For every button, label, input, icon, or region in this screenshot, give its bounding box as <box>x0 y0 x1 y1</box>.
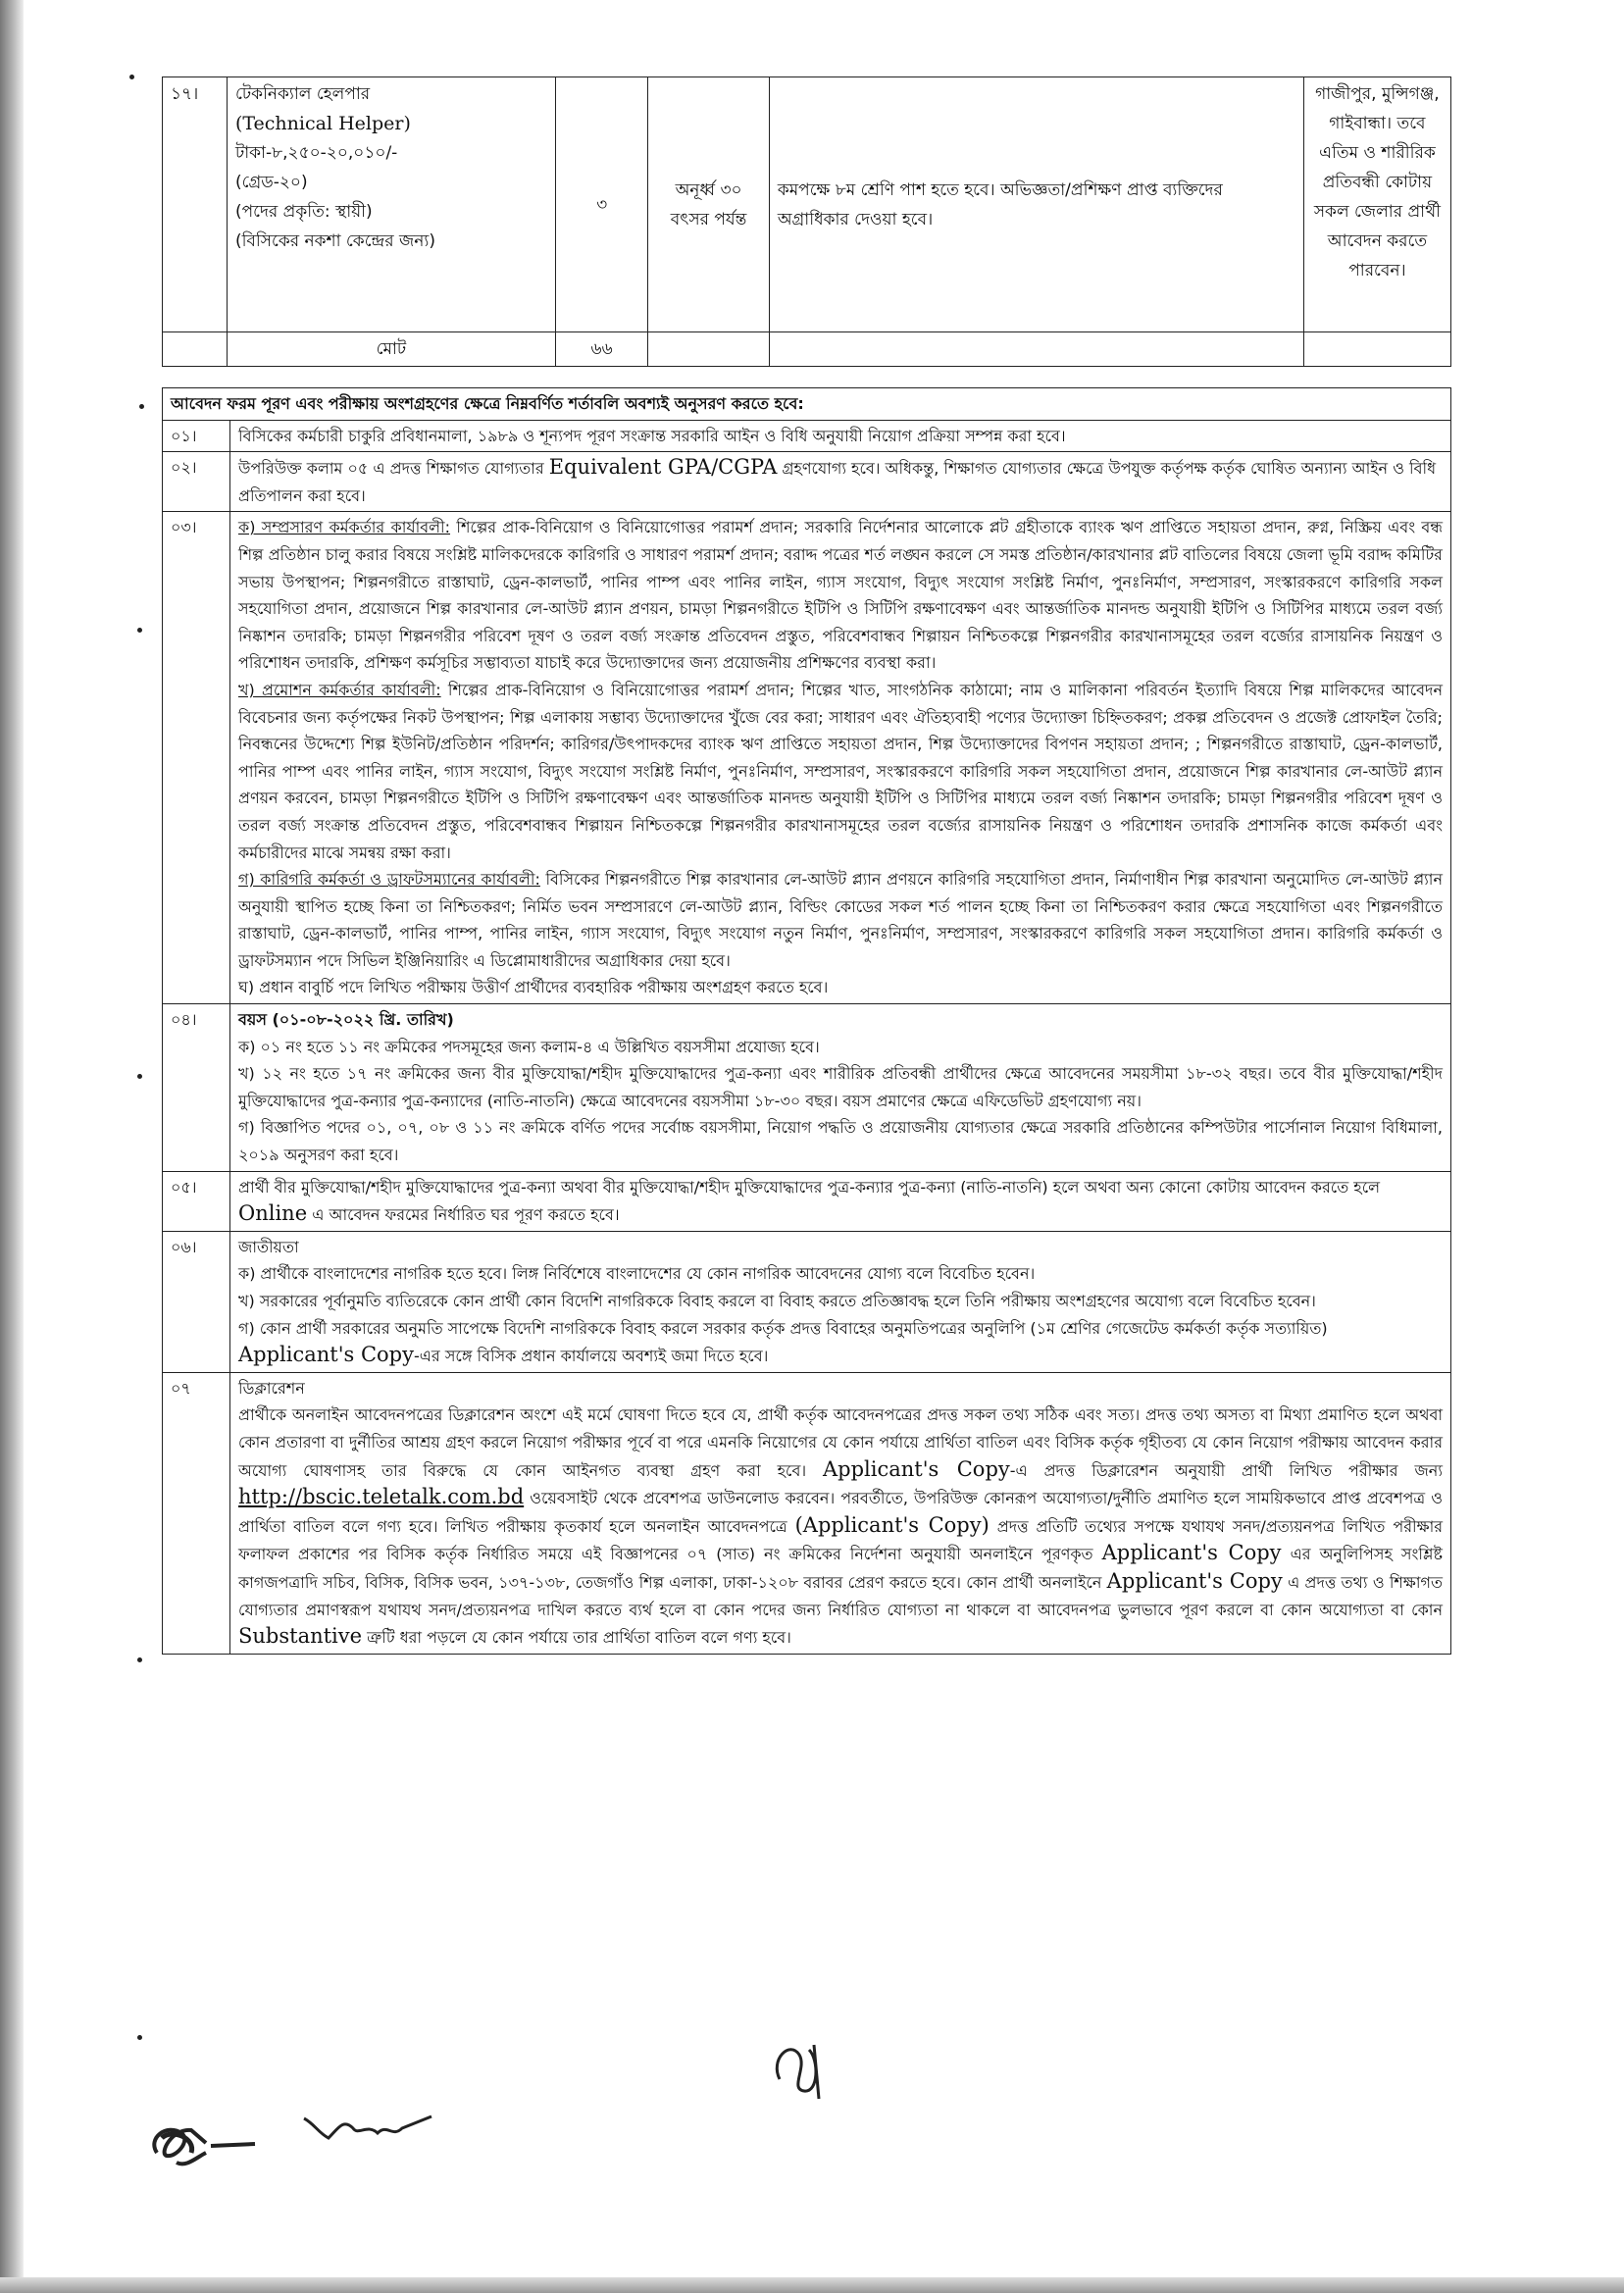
conditions-header: আবেদন ফরম পূরণ এবং পরীক্ষায় অংশগ্রহণের ক্ষেত্রে নিম্নবর্ণিত শর্তাবলি অবশ্যই অনুসরণ করতে হবে: <box>163 388 1451 421</box>
condition-text: বিসিকের কর্মচারী চাকুরি প্রবিধানমালা, ১৯৮৯ ও শূন্যপদ পূরণ সংক্রান্ত সরকারি আইন ও বিধি অনুযায়ী নিয়োগ প্রক্রিয়া সম্পন্ন করা হবে। <box>230 420 1451 452</box>
condition-text: জাতীয়তা ক) প্রার্থীকে বাংলাদেশের নাগরিক হতে হবে। লিঙ্গ নির্বিশেষে বাংলাদেশের যে কোন নাগরিক আবেদনের যোগ্য বলে বিবেচিত হবেন। খ) সরকারের পূর্বানুমতি ব্যতিরেকে কোন প্রার্থী কোন বিদেশি নাগরিককে বিবাহ করলে বা বিবাহ করতে প্রতিজ্ঞাবদ্ধ হলে তিনি পরীক্ষায় অংশগ্রহণের অযোগ্য বলে বিবেচিত হবেন। গ) কোন প্রার্থী সরকারের অনুমতি সাপেক্ষে বিদেশি নাগরিককে বিবাহ করলে সরকার কর্তৃক প্রদত্ত বিবাহের অনুমতিপত্রের অনুলিপি (১ম শ্রেণির গেজেটেড কর্মকর্তা কর্তৃক সত্যায়িত) Applicant's Copy-এর সঙ্গে বিসিক প্রধান কার্যালয়ে অবশ্যই জমা দিতে হবে। <box>230 1231 1451 1372</box>
punch-dot <box>137 1657 142 1662</box>
duties-heading: খ) প্রমোশন কর্মকর্তার কার্যাবলী: <box>238 680 441 699</box>
eligible-districts: গাজীপুর, মুন্সিগঞ্জ, গাইবান্ধা। তবে এতিম ও শারীরিক প্রতিবন্ধী কোটায় সকল জেলার প্রার্থী আবেদন করতে পারবেন। <box>1303 77 1450 332</box>
condition-01: ০১। বিসিকের কর্মচারী চাকুরি প্রবিধানমালা, ১৯৮৯ ও শূন্যপদ পূরণ সংক্রান্ত সরকারি আইন ও বিধি অনুযায়ী নিয়োগ প্রক্রিয়া সম্পন্ন করা হবে। <box>163 420 1451 452</box>
age-heading: বয়স (০১-০৮-২০২২ খ্রি. তারিখ) <box>238 1010 454 1030</box>
declaration-heading: ডিক্লারেশন <box>238 1378 305 1398</box>
conditions-table <box>162 387 1451 1655</box>
post-count: ৩ <box>555 77 648 332</box>
row-serial: ১৭। <box>163 77 228 332</box>
post-cell <box>227 77 555 332</box>
condition-text: ডিক্লারেশন প্রার্থীকে অনলাইন আবেদনপত্রের ডিক্লারেশন অংশে এই মর্মে ঘোষণা দিতে হবে যে, প্রার্থী কর্তৃক আবেদনপত্রের প্রদত্ত সকল তথ্য সঠিক এবং সত্য। প্রদত্ত তথ্য অসত্য বা মিথ্যা প্রমাণিত হলে অথবা কোন প্রতারণা বা দুর্নীতির আশ্রয় গ্রহণ করলে নিয়োগ পরীক্ষার পূর্বে বা পরে এমনকি নিয়োগের যে কোন পর্যায়ে প্রার্থিতা বাতিল এবং বিসিক কর্তৃক গৃহীতব্য যে কোন নিয়োগ পরীক্ষায় আবেদন করার অযোগ্য ঘোষণাসহ তার বিরুদ্ধে যে কোন আইনগত ব্যবস্থা গ্রহণ করা হবে। Applicant's Copy-এ প্রদত্ত ডিক্লারেশন অনুযায়ী প্রার্থী লিখিত পরীক্ষার জন্য http://bscic.teletalk.com.bd ওয়েবসাইট থেকে প্রবেশপত্র ডাউনলোড করবেন। পরবর্তীতে, উপরিউক্ত কোনরূপ অযোগ্যতা/দুর্নীতি প্রমাণিত হলে সাময়িকভাবে প্রাপ্ত প্রবেশপত্র ও প্রার্থিতা বাতিল বলে গণ্য হবে। লিখিত পরীক্ষায় কৃতকার্য হলে অনলাইন আবেদনপত্রে (Applicant's Copy) প্রদত্ত প্রতিটি তথ্যের সপক্ষে যথাযথ সনদ/প্রত্যয়নপত্র লিখিত পরীক্ষার ফলাফল প্রকাশের পর বিসিক কর্তৃক নির্ধারিত সময়ে এই বিজ্ঞাপনের ০৭ (সাত) নং ক্রমিকের নির্দেশনা অনুযায়ী অনলাইনে পূরণকৃত Applicant's Copy এর অনুলিপিসহ সংশ্লিষ্ট কাগজপত্রাদি সচিব, বিসিক, বিসিক ভবন, ১৩৭-১৩৮, তেজগাঁও শিল্প এলাকা, ঢাকা-১২০৮ বরাবর প্রেরণ করতে হবে। কোন প্রার্থী অনলাইনে Applicant's Copy এ প্রদত্ত তথ্য ও শিক্ষাগত যোগ্যতার প্রমাণস্বরূপ যথাযথ সনদ/প্রত্যয়নপত্র দাখিল করতে ব্যর্থ হলে বা কোন পদের জন্য নির্ধারিত যোগ্যতা না থাকলে বা আবেদনপত্র ভুলভাবে পূরণ করলে বা কোন অযোগ্যতা বা কোন Substantive ত্রুটি ধরা পড়লে যে কোন পর্যায়ে তার প্রার্থিতা বাতিল বলে গণ্য হবে। <box>230 1372 1451 1654</box>
table-row <box>163 77 1451 332</box>
condition-07: ০৭ ডিক্লারেশন প্রার্থীকে অনলাইন আবেদনপত্রের ডিক্লারেশন অংশে এই মর্মে ঘোষণা দিতে হবে যে, প্রার্থী কর্তৃক আবেদনপত্রের প্রদত্ত সকল তথ্য সঠিক এবং সত্য। প্রদত্ত তথ্য অসত্য বা মিথ্যা প্রমাণিত হলে অথবা কোন প্রতারণা বা দুর্নীতির আশ্রয় গ্রহণ করলে নিয়োগ পরীক্ষার পূর্বে বা পরে এমনকি নিয়োগের যে কোন পর্যায়ে প্রার্থিতা বাতিল এবং বিসিক কর্তৃক গৃহীতব্য যে কোন নিয়োগ পরীক্ষায় আবেদন করার অযোগ্য ঘোষণাসহ তার বিরুদ্ধে যে কোন আইনগত ব্যবস্থা গ্রহণ করা হবে। Applicant's Copy-এ প্রদত্ত ডিক্লারেশন অনুযায়ী প্রার্থী লিখিত পরীক্ষার জন্য http://bscic.teletalk.com.bd ওয়েবসাইট থেকে প্রবেশপত্র ডাউনলোড করবেন। পরবর্তীতে, উপরিউক্ত কোনরূপ অযোগ্যতা/দুর্নীতি প্রমাণিত হলে সাময়িকভাবে প্রাপ্ত প্রবেশপত্র ও প্রার্থিতা বাতিল বলে গণ্য হবে। লিখিত পরীক্ষায় কৃতকার্য হলে অনলাইন আবেদনপত্রে (Applicant's Copy) প্রদত্ত প্রতিটি তথ্যের সপক্ষে যথাযথ সনদ/প্রত্যয়নপত্র লিখিত পরীক্ষার ফলাফল প্রকাশের পর বিসিক কর্তৃক নির্ধারিত সময়ে এই বিজ্ঞাপনের ০৭ (সাত) নং ক্রমিকের নির্দেশনা অনুযায়ী অনলাইনে পূরণকৃত Applicant's Copy এর অনুলিপিসহ সংশ্লিষ্ট কাগজপত্রাদি সচিব, বিসিক, বিসিক ভবন, ১৩৭-১৩৮, তেজগাঁও শিল্প এলাকা, ঢাকা-১২০৮ বরাবর প্রেরণ করতে হবে। কোন প্রার্থী অনলাইনে Applicant's Copy এ প্রদত্ত তথ্য ও শিক্ষাগত যোগ্যতার প্রমাণস্বরূপ যথাযথ সনদ/প্রত্যয়নপত্র দাখিল করতে ব্যর্থ হলে বা কোন পদের জন্য নির্ধারিত যোগ্যতা না থাকলে বা আবেদনপত্র ভুলভাবে পূরণ করলে বা কোন অযোগ্যতা বা কোন Substantive ত্রুটি ধরা পড়লে যে কোন পর্যায়ে তার প্রার্থিতা বাতিল বলে গণ্য হবে। <box>163 1372 1451 1654</box>
pay-scale: টাকা-৮,২৫০-২০,০১০/- <box>234 143 398 163</box>
vacancy-table <box>162 76 1451 367</box>
condition-05: ০৫। প্রার্থী বীর মুক্তিযোদ্ধা/শহীদ মুক্তিযোদ্ধাদের পুত্র-কন্যা অথবা বীর মুক্তিযোদ্ধা/শহীদ মুক্তিযোদ্ধাদের পুত্র-কন্যার পুত্র-কন্যা (নাতি-নাতনি) হলে অথবা অন্য কোনো কোটায় আবেদন করতে হলে Online এ আবেদন ফরমের নির্ধারিত ঘর পূরণ করতে হবে। <box>163 1171 1451 1231</box>
signature-stamp <box>137 2109 314 2177</box>
duties-heading: ক) সম্প্রসারণ কর্মকর্তার কার্যাবলী: <box>238 518 451 537</box>
punch-dot <box>129 75 134 79</box>
condition-text: ক) সম্প্রসারণ কর্মকর্তার কার্যাবলী: শিল্পের প্রাক-বিনিয়োগ ও বিনিয়োগোত্তর পরামর্শ প্রদান; সরকারি নির্দেশনার আলোকে প্লট গ্রহীতাকে ব্যাংক ঋণ প্রাপ্তিতে সহায়তা প্রদান, রুগ্ন, নিস্ক্রিয় এবং বন্ধ শিল্প প্রতিষ্ঠান চালু করার বিষয়ে সংশ্লিষ্ট মালিকদেরকে কারিগরি ও সাধারণ পরামর্শ প্রদান; বরাদ্দ পত্রের শর্ত লঙ্ঘন করলে সে সমস্ত প্রতিষ্ঠান/কারখানার প্লট বাতিলের বিষয়ে জেলা ভূমি বরাদ্দ কমিটির সভায় উপস্থাপন; শিল্পনগরীতে রাস্তাঘাট, ড্রেন-কালভার্ট, পানির পাম্প এবং পানির লাইন, গ্যাস সংযোগ, বিদ্যুৎ সংযোগ সংশ্লিষ্ট নির্মাণ, পুনঃনির্মাণ, সম্প্রসারণ, সংস্কারকরণে কারিগরি সকল সহযোগিতা প্রদান, প্রয়োজনে শিল্প কারখানার লে-আউট প্ল্যান প্রণয়ন, চামড়া শিল্পনগরীতে ইটিপি ও সিটিপি রক্ষণাবেক্ষণ এবং আন্তর্জাতিক মানদন্ড অনুযায়ী ইটিপি ও সিটিপির মাধ্যমে তরল বর্জ্য নিষ্কাশন তদারকি; চামড়া শিল্পনগরীর পরিবেশ দূষণ ও তরল বর্জ্য সংক্রান্ত প্রতিবেদন প্রস্তুত, পরিবেশবান্ধব শিল্পায়ন নিশ্চিতকল্পে শিল্পনগরীর কারখানাসমূহের তরল বর্জ্যের রাসায়নিক নিয়ন্ত্রণ ও পরিশোধন তদারকি, প্রশিক্ষণ কর্মসূচির সম্ভাব্যতা যাচাই করে উদ্যোক্তাদের জন্য প্রয়োজনীয় প্রশিক্ষণের ব্যবস্থা করা। খ) প্রমোশন কর্মকর্তার কার্যাবলী: শিল্পের প্রাক-বিনিয়োগ ও বিনিয়োগোত্তর পরামর্শ প্রদান; শিল্পের খাত, সাংগঠনিক কাঠামো; নাম ও মালিকানা পরিবর্তন ইত্যাদি বিষয়ে শিল্প মালিকদের আবেদন বিবেচনার জন্য কর্তৃপক্ষের নিকট উপস্থাপন; শিল্প এলাকায় সম্ভাব্য উদ্যোক্তাদের খুঁজে বের করা; সাধারণ এবং ঐতিহ্যবাহী পণ্যের উদ্যোক্তা চিহ্নিতকরণ; প্রকল্প প্রতিবেদন ও প্রজেক্ট প্রোফাইল তৈরি; নিবন্ধনের উদ্দেশ্যে শিল্প ইউনিট/প্রতিষ্ঠান পরিদর্শন; কারিগর/উৎপাদকদের ব্যাংক ঋণ প্রাপ্তিতে সহায়তা প্রদান, শিল্প উদ্যোক্তাদের বিপণন সহায়তা প্রদান; ; শিল্পনগরীতে রাস্তাঘাট, ড্রেন-কালভার্ট, পানির পাম্প এবং পানির লাইন, গ্যাস সংযোগ, বিদ্যুৎ সংযোগ সংশ্লিষ্ট নির্মাণ, পুনঃনির্মাণ, সম্প্রসারণ, সংস্কারকরণে কারিগরি সকল সহযোগিতা প্রদান, প্রয়োজনে শিল্প কারখানার লে-আউট প্ল্যান প্রণয়ন করবেন, চামড়া শিল্পনগরীতে ইটিপি ও সিটিপি রক্ষণাবেক্ষণ এবং আন্তর্জাতিক মানদন্ড অনুযায়ী ইটিপি ও সিটিপির মাধ্যমে তরল বর্জ্য নিষ্কাশন তদারকি; চামড়া শিল্পনগরীর পরিবেশ দূষণ ও তরল বর্জ্য সংক্রান্ত প্রতিবেদন প্রস্তুত, পরিবেশবান্ধব শিল্পায়ন নিশ্চিতকল্পে শিল্পনগরীর কারখানাসমূহের তরল বর্জ্যের রাসায়নিক নিয়ন্ত্রণ ও পরিশোধন তদারকি প্রশাসনিক কাজে কর্মকর্তা এবং কর্মচারীদের মাঝে সমন্বয় রক্ষা করা। গ) কারিগরি কর্মকর্তা ও ড্রাফটসম্যানের কার্যাবলী: বিসিকের শিল্পনগরীতে শিল্প কারখানার লে-আউট প্ল্যান প্রণয়নে কারিগরি সহযোগিতা প্রদান, নির্মাণাধীন শিল্প কারখানা অনুমোদিত লে-আউট প্ল্যান অনুযায়ী স্থাপিত হচ্ছে কিনা তা নিশ্চিতকরণ; নির্মিত ভবন সম্প্রসারণে লে-আউট প্ল্যান, বিল্ডিং কোডের সকল শর্ত পালন হচ্ছে কিনা তা নিশ্চিতকরণ করার ক্ষেত্রে সহযোগিতা এবং শিল্পনগরীতে রাস্তাঘাট, ড্রেন-কালভার্ট, পানির পাম্প, পানির লাইন, গ্যাস সংযোগ, বিদ্যুৎ সংযোগ নতুন নির্মাণ, পুনঃনির্মাণ, সম্প্রসারণ, সংস্কারকরণে কারিগরি সকল সহযোগিতা প্রদান। কারিগরি কর্মকর্তা ও ড্রাফটসম্যান পদে সিভিল ইঞ্জিনিয়ারিং এ ডিপ্লোমাধারীদের অগ্রাধিকার দেয়া হবে। ঘ) প্রধান বাবুর্চি পদে লিখিত পরীক্ষায় উত্তীর্ণ প্রার্থীদের ব্যবহারিক পরীক্ষায় অংশগ্রহণ করতে হবে। <box>230 512 1451 1004</box>
post-nature: (পদের প্রকৃতি: স্থায়ী) <box>234 202 373 222</box>
punch-dot <box>137 2035 142 2040</box>
scan-shadow-left <box>0 0 24 2293</box>
website-link[interactable]: http://bscic.teletalk.com.bd <box>238 1485 525 1509</box>
post-name-english: (Technical Helper) <box>234 113 411 134</box>
total-label: মোট <box>227 332 555 367</box>
qualification: কমপক্ষে ৮ম শ্রেণি পাশ হতে হবে। অভিজ্ঞতা/প্রশিক্ষণ প্রাপ্ত ব্যক্তিদের অগ্রাধিকার দেওয়া হবে। <box>769 77 1303 332</box>
post-name: টেকনিক্যাল হেলপার <box>234 84 371 104</box>
total-value: ৬৬ <box>555 332 648 367</box>
grade: (গ্রেড-২০) <box>234 173 308 192</box>
punch-dot <box>137 628 142 633</box>
condition-text: উপরিউক্ত কলাম ০৫ এ প্রদত্ত শিক্ষাগত যোগ্যতার Equivalent GPA/CGPA গ্রহণযোগ্য হবে। অধিকন্তু, শিক্ষাগত যোগ্যতার ক্ষেত্রে উপযুক্ত কর্তৃপক্ষ কর্তৃক ঘোষিত অন্যান্য আইন ও বিধি প্রতিপালন করা হবে। <box>230 452 1451 512</box>
condition-03: ০৩। ক) সম্প্রসারণ কর্মকর্তার কার্যাবলী: শিল্পের প্রাক-বিনিয়োগ ও বিনিয়োগোত্তর পরামর্শ প্রদান; সরকারি নির্দেশনার আলোকে প্লট গ্রহীতাকে ব্যাংক ঋণ প্রাপ্তিতে সহায়তা প্রদান, রুগ্ন, নিস্ক্রিয় এবং বন্ধ শিল্প প্রতিষ্ঠান চালু করার বিষয়ে সংশ্লিষ্ট মালিকদেরকে কারিগরি ও সাধারণ পরামর্শ প্রদান; বরাদ্দ পত্রের শর্ত লঙ্ঘন করলে সে সমস্ত প্রতিষ্ঠান/কারখানার প্লট বাতিলের বিষয়ে জেলা ভূমি বরাদ্দ কমিটির সভায় উপস্থাপন; শিল্পনগরীতে রাস্তাঘাট, ড্রেন-কালভার্ট, পানির পাম্প এবং পানির লাইন, গ্যাস সংযোগ, বিদ্যুৎ সংযোগ সংশ্লিষ্ট নির্মাণ, পুনঃনির্মাণ, সম্প্রসারণ, সংস্কারকরণে কারিগরি সকল সহযোগিতা প্রদান, প্রয়োজনে শিল্প কারখানার লে-আউট প্ল্যান প্রণয়ন, চামড়া শিল্পনগরীতে ইটিপি ও সিটিপি রক্ষণাবেক্ষণ এবং আন্তর্জাতিক মানদন্ড অনুযায়ী ইটিপি ও সিটিপির মাধ্যমে তরল বর্জ্য নিষ্কাশন তদারকি; চামড়া শিল্পনগরীর পরিবেশ দূষণ ও তরল বর্জ্য সংক্রান্ত প্রতিবেদন প্রস্তুত, পরিবেশবান্ধব শিল্পায়ন নিশ্চিতকল্পে শিল্পনগরীর কারখানাসমূহের তরল বর্জ্যের রাসায়নিক নিয়ন্ত্রণ ও পরিশোধন তদারকি, প্রশিক্ষণ কর্মসূচির সম্ভাব্যতা যাচাই করে উদ্যোক্তাদের জন্য প্রয়োজনীয় প্রশিক্ষণের ব্যবস্থা করা। খ) প্রমোশন কর্মকর্তার কার্যাবলী: শিল্পের প্রাক-বিনিয়োগ ও বিনিয়োগোত্তর পরামর্শ প্রদান; শিল্পের খাত, সাংগঠনিক কাঠামো; নাম ও মালিকানা পরিবর্তন ইত্যাদি বিষয়ে শিল্প মালিকদের আবেদন বিবেচনার জন্য কর্তৃপক্ষের নিকট উপস্থাপন; শিল্প এলাকায় সম্ভাব্য উদ্যোক্তাদের খুঁজে বের করা; সাধারণ এবং ঐতিহ্যবাহী পণ্যের উদ্যোক্তা চিহ্নিতকরণ; প্রকল্প প্রতিবেদন ও প্রজেক্ট প্রোফাইল তৈরি; নিবন্ধনের উদ্দেশ্যে শিল্প ইউনিট/প্রতিষ্ঠান পরিদর্শন; কারিগর/উৎপাদকদের ব্যাংক ঋণ প্রাপ্তিতে সহায়তা প্রদান, শিল্প উদ্যোক্তাদের বিপণন সহায়তা প্রদান; ; শিল্পনগরীতে রাস্তাঘাট, ড্রেন-কালভার্ট, পানির পাম্প এবং পানির লাইন, গ্যাস সংযোগ, বিদ্যুৎ সংযোগ সংশ্লিষ্ট নির্মাণ, পুনঃনির্মাণ, সম্প্রসারণ, সংস্কারকরণে কারিগরি সকল সহযোগিতা প্রদান, প্রয়োজনে শিল্প কারখানার লে-আউট প্ল্যান প্রণয়ন করবেন, চামড়া শিল্পনগরীতে ইটিপি ও সিটিপি রক্ষণাবেক্ষণ এবং আন্তর্জাতিক মানদন্ড অনুযায়ী ইটিপি ও সিটিপির মাধ্যমে তরল বর্জ্য নিষ্কাশন তদারকি; চামড়া শিল্পনগরীর পরিবেশ দূষণ ও তরল বর্জ্য সংক্রান্ত প্রতিবেদন প্রস্তুত, পরিবেশবান্ধব শিল্পায়ন নিশ্চিতকল্পে শিল্পনগরীর কারখানাসমূহের তরল বর্জ্যের রাসায়নিক নিয়ন্ত্রণ ও পরিশোধন তদারকি প্রশাসনিক কাজে কর্মকর্তা এবং কর্মচারীদের মাঝে সমন্বয় রক্ষা করা। গ) কারিগরি কর্মকর্তা ও ড্রাফটসম্যানের কার্যাবলী: বিসিকের শিল্পনগরীতে শিল্প কারখানার লে-আউট প্ল্যান প্রণয়নে কারিগরি সহযোগিতা প্রদান, নির্মাণাধীন শিল্প কারখানা অনুমোদিত লে-আউট প্ল্যান অনুযায়ী স্থাপিত হচ্ছে কিনা তা নিশ্চিতকরণ; নির্মিত ভবন সম্প্রসারণে লে-আউট প্ল্যান, বিল্ডিং কোডের সকল শর্ত পালন হচ্ছে কিনা তা নিশ্চিতকরণ করার ক্ষেত্রে সহযোগিতা এবং শিল্পনগরীতে রাস্তাঘাট, ড্রেন-কালভার্ট, পানির পাম্প, পানির লাইন, গ্যাস সংযোগ, বিদ্যুৎ সংযোগ নতুন নির্মাণ, পুনঃনির্মাণ, সম্প্রসারণ, সংস্কারকরণে কারিগরি সকল সহযোগিতা প্রদান। কারিগরি কর্মকর্তা ও ড্রাফটসম্যান পদে সিভিল ইঞ্জিনিয়ারিং এ ডিপ্লোমাধারীদের অগ্রাধিকার দেয়া হবে। ঘ) প্রধান বাবুর্চি পদে লিখিত পরীক্ষায় উত্তীর্ণ প্রার্থীদের ব্যবহারিক পরীক্ষায় অংশগ্রহণ করতে হবে। <box>163 512 1451 1004</box>
condition-02: ০২। উপরিউক্ত কলাম ০৫ এ প্রদত্ত শিক্ষাগত যোগ্যতার Equivalent GPA/CGPA গ্রহণযোগ্য হবে। অধিকন্তু, শিক্ষাগত যোগ্যতার ক্ষেত্রে উপযুক্ত কর্তৃপক্ষ কর্তৃক ঘোষিত অন্যান্য আইন ও বিধি প্রতিপালন করা হবে। <box>163 452 1451 512</box>
scan-shadow-bottom <box>0 2277 1624 2293</box>
condition-06: ০৬। জাতীয়তা ক) প্রার্থীকে বাংলাদেশের নাগরিক হতে হবে। লিঙ্গ নির্বিশেষে বাংলাদেশের যে কোন নাগরিক আবেদনের যোগ্য বলে বিবেচিত হবেন। খ) সরকারের পূর্বানুমতি ব্যতিরেকে কোন প্রার্থী কোন বিদেশি নাগরিককে বিবাহ করলে বা বিবাহ করতে প্রতিজ্ঞাবদ্ধ হলে তিনি পরীক্ষায় অংশগ্রহণের অযোগ্য বলে বিবেচিত হবেন। গ) কোন প্রার্থী সরকারের অনুমতি সাপেক্ষে বিদেশি নাগরিককে বিবাহ করলে সরকার কর্তৃক প্রদত্ত বিবাহের অনুমতিপত্রের অনুলিপি (১ম শ্রেণির গেজেটেড কর্মকর্তা কর্তৃক সত্যায়িত) Applicant's Copy-এর সঙ্গে বিসিক প্রধান কার্যালয়ে অবশ্যই জমা দিতে হবে। <box>163 1231 1451 1372</box>
condition-text: প্রার্থী বীর মুক্তিযোদ্ধা/শহীদ মুক্তিযোদ্ধাদের পুত্র-কন্যা অথবা বীর মুক্তিযোদ্ধা/শহীদ মুক্তিযোদ্ধাদের পুত্র-কন্যার পুত্র-কন্যা (নাতি-নাতনি) হলে অথবা অন্য কোনো কোটায় আবেদন করতে হলে Online এ আবেদন ফরমের নির্ধারিত ঘর পূরণ করতে হবে। <box>230 1171 1451 1231</box>
total-row <box>163 332 1451 367</box>
signature-initial <box>760 2020 848 2109</box>
punch-dot <box>137 1074 142 1079</box>
signature <box>294 2099 441 2158</box>
nationality-heading: জাতীয়তা <box>238 1237 299 1256</box>
condition-04: ০৪। বয়স (০১-০৮-২০২২ খ্রি. তারিখ) ক) ০১ নং হতে ১১ নং ক্রমিকের পদসমূহের জন্য কলাম-৪ এ উল্লিখিত বয়সসীমা প্রযোজ্য হবে। খ) ১২ নং হতে ১৭ নং ক্রমিকের জন্য বীর মুক্তিযোদ্ধা/শহীদ মুক্তিযোদ্ধাদের পুত্র-কন্যা এবং শারীরিক প্রতিবন্ধী প্রার্থীদের ক্ষেত্রে আবেদনের সময়সীমা ১৮-৩২ বছর। তবে বীর মুক্তিযোদ্ধা/শহীদ মুক্তিযোদ্ধাদের পুত্র-কন্যার পুত্র-কন্যাদের (নাতি-নাতনি) ক্ষেত্রে আবেদনের বয়সসীমা ১৮-৩০ বছর। বয়স প্রমাণের ক্ষেত্রে এফিডেভিট গ্রহণযোগ্য নয়। গ) বিজ্ঞাপিত পদের ০১, ০৭, ০৮ ও ১১ নং ক্রমিকে বর্ণিত পদের সর্বোচ্চ বয়সসীমা, নিয়োগ পদ্ধতি ও প্রয়োজনীয় যোগ্যতার ক্ষেত্রে সরকারি প্রতিষ্ঠানের কম্পিউটার পার্সোনাল নিয়োগ বিধিমালা, ২০১৯ অনুসরণ করা হবে। <box>163 1004 1451 1172</box>
punch-dot <box>139 404 144 409</box>
condition-text: বয়স (০১-০৮-২০২২ খ্রি. তারিখ) ক) ০১ নং হতে ১১ নং ক্রমিকের পদসমূহের জন্য কলাম-৪ এ উল্লিখিত বয়সসীমা প্রযোজ্য হবে। খ) ১২ নং হতে ১৭ নং ক্রমিকের জন্য বীর মুক্তিযোদ্ধা/শহীদ মুক্তিযোদ্ধাদের পুত্র-কন্যা এবং শারীরিক প্রতিবন্ধী প্রার্থীদের ক্ষেত্রে আবেদনের সময়সীমা ১৮-৩২ বছর। তবে বীর মুক্তিযোদ্ধা/শহীদ মুক্তিযোদ্ধাদের পুত্র-কন্যার পুত্র-কন্যাদের (নাতি-নাতনি) ক্ষেত্রে আবেদনের বয়সসীমা ১৮-৩০ বছর। বয়স প্রমাণের ক্ষেত্রে এফিডেভিট গ্রহণযোগ্য নয়। গ) বিজ্ঞাপিত পদের ০১, ০৭, ০৮ ও ১১ নং ক্রমিকে বর্ণিত পদের সর্বোচ্চ বয়সসীমা, নিয়োগ পদ্ধতি ও প্রয়োজনীয় যোগ্যতার ক্ষেত্রে সরকারি প্রতিষ্ঠানের কম্পিউটার পার্সোনাল নিয়োগ বিধিমালা, ২০১৯ অনুসরণ করা হবে। <box>230 1004 1451 1172</box>
duties-heading: গ) কারিগরি কর্মকর্তা ও ড্রাফটসম্যানের কার্যাবলী: <box>238 870 540 890</box>
post-note: (বিসিকের নকশা কেন্দ্রের জন্য) <box>234 231 435 251</box>
age-limit: অনূর্ধ্ব ৩০ বৎসর পর্যন্ত <box>648 77 769 332</box>
